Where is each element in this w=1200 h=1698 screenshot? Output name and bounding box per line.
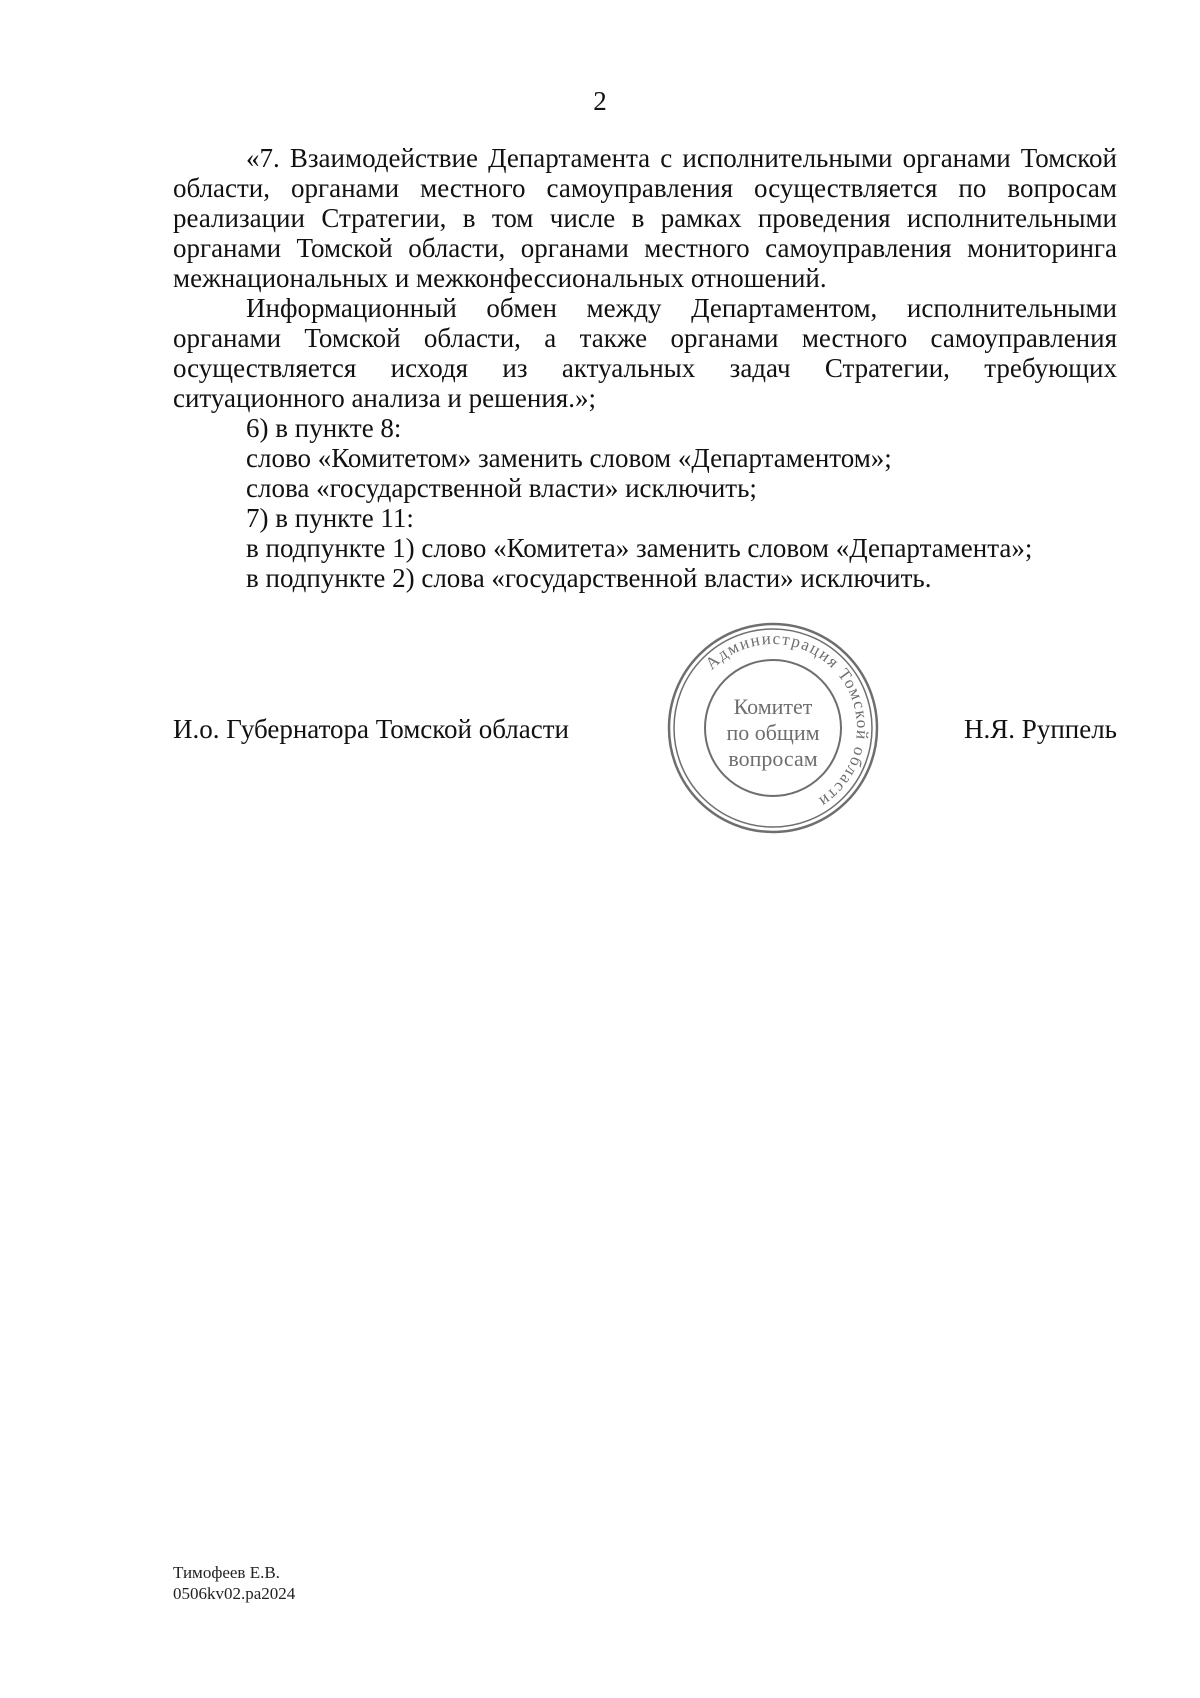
signatory-title: И.о. Губернатора Томской области <box>173 714 569 744</box>
paragraph-subitem-7: 7) в пункте 11: <box>246 503 414 533</box>
official-seal <box>663 618 883 838</box>
paragraph-information-exchange: Информационный обмен между Департаментом, исполнительными органами Томской области, а также органами местного самоуправления осуществляется исходя из актуальных задач Стратегии, требующих ситуационного анализа и решения.»; <box>173 293 1117 413</box>
document-body <box>173 143 1117 593</box>
paragraph-item-7: «7. Взаимодействие Департамента с исполнительными органами Томской области, органами местного самоуправления осуществляется по вопросам реализации Стратегии, в том числе в рамках проведения исполнительными органами Томской области, органами местного самоуправления мониторинга межнациональных и межконфессиональных отношений. <box>173 143 1117 293</box>
paragraph-replace-committee: слово «Комитетом» заменить словом «Департаментом»; <box>246 443 892 473</box>
page-number: 2 <box>593 86 607 116</box>
seal-center-line-3: вопросам <box>728 746 818 771</box>
paragraph-subitem-6: 6) в пункте 8: <box>246 413 402 443</box>
signatory-name: Н.Я. Руппель <box>964 714 1117 744</box>
paragraph-exclude-state-power: слова «государственной власти» исключить; <box>246 473 757 503</box>
footer-author: Тимофеев Е.В. <box>173 1563 280 1582</box>
seal-ring-text: Администрация Томской области <box>701 628 873 812</box>
paragraph-subpoint-2: в подпункте 2) слова «государственной власти» исключить. <box>246 563 932 593</box>
seal-center-line-2: по общим <box>726 720 820 745</box>
footer <box>173 1562 295 1604</box>
seal-graphic <box>663 618 883 838</box>
footer-doc-code: 0506kv02.pa2024 <box>173 1584 296 1603</box>
paragraph-subpoint-1: в подпункте 1) слово «Комитета» заменить словом «Департамента»; <box>246 533 1033 563</box>
seal-center-line-1: Комитет <box>733 694 813 719</box>
